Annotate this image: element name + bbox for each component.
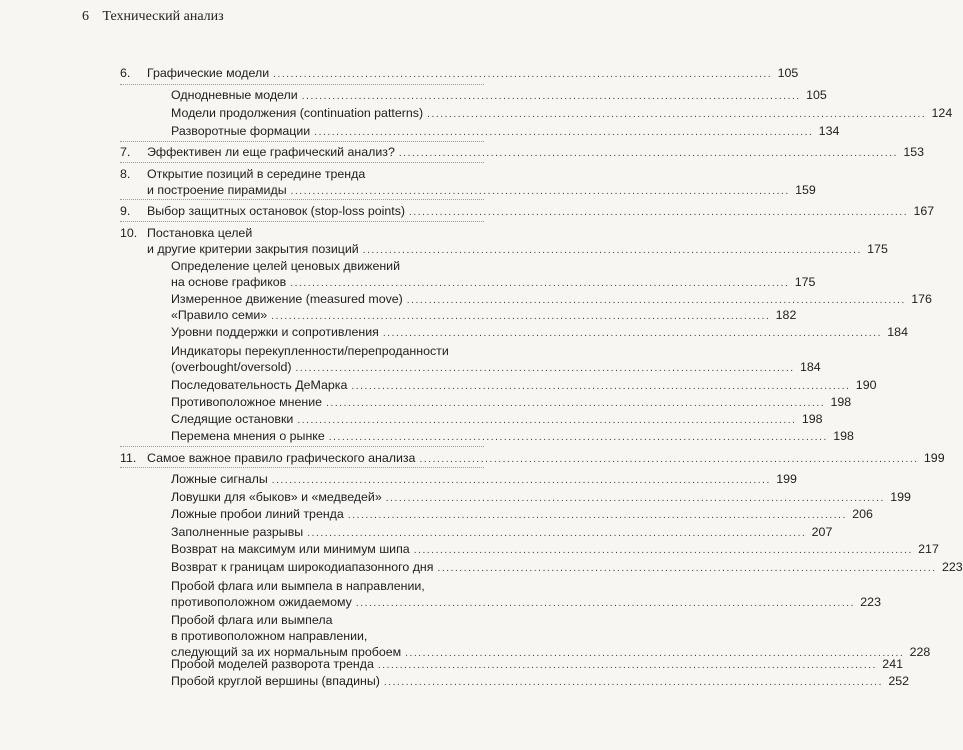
entry-body — [171, 524, 833, 540]
section-divider — [120, 221, 484, 222]
entry-body — [171, 411, 823, 427]
entry-body — [171, 559, 963, 575]
entry-line — [171, 656, 903, 672]
entry-title: Ложные сигналы — [171, 472, 268, 486]
entry-title: Разворотные формации — [171, 124, 311, 138]
entry-body — [147, 225, 888, 257]
toc-section-entry[interactable] — [120, 656, 903, 672]
dot-leader: .................................................................................................................. — [383, 677, 884, 688]
entry-title: Графические модели — [147, 66, 270, 80]
entry-body — [171, 123, 840, 139]
entry-line — [171, 307, 797, 323]
toc-chapter-entry[interactable] — [120, 166, 816, 198]
page-ref: 207 — [811, 525, 833, 539]
dot-leader: .................................................................................................................. — [326, 398, 826, 409]
entry-title: Уровни поддержки и сопротивления — [171, 325, 379, 339]
entry-body — [171, 489, 911, 505]
toc-section-entry[interactable] — [120, 123, 840, 139]
entry-line — [171, 359, 821, 375]
toc-section-entry[interactable] — [120, 673, 910, 689]
entry-line — [171, 258, 484, 274]
entry-line — [171, 506, 873, 522]
toc-section-entry[interactable] — [120, 471, 797, 487]
page-ref: 153 — [903, 145, 924, 159]
entry-title: Ловушки для «быков» и «медведей» — [171, 490, 382, 504]
dot-leader: .................................................................................................................. — [413, 545, 913, 556]
chapter-number: 10. — [120, 226, 138, 240]
entry-body — [147, 450, 945, 466]
entry-title: «Правило семи» — [171, 308, 268, 322]
page-ref: 184 — [799, 360, 821, 374]
entry-body — [171, 324, 908, 340]
entry-title: Последовательность ДеМарка — [171, 378, 348, 392]
entry-title: Ложные пробои линий тренда — [171, 507, 344, 521]
entry-title: Однодневные модели — [171, 88, 298, 102]
dot-leader: .................................................................................................................. — [355, 598, 855, 609]
entry-title: Возврат к границам широкодиапазонного дня — [171, 560, 434, 574]
dot-leader: .................................................................................................................. — [314, 127, 814, 138]
entry-line — [171, 274, 816, 290]
entry-body — [171, 87, 827, 103]
entry-title: Определение целей ценовых движений — [171, 259, 401, 273]
page-ref: 105 — [806, 88, 827, 102]
dot-leader: .................................................................................................................. — [437, 563, 937, 574]
toc-section-entry[interactable] — [120, 612, 931, 660]
entry-line — [147, 203, 935, 219]
entry-title: Пробой круглой вершины (впадины) — [171, 674, 380, 688]
page-ref: 217 — [918, 542, 939, 556]
section-divider — [120, 467, 484, 468]
dot-leader: .................................................................................................................. — [362, 245, 862, 256]
page-ref: 223 — [860, 595, 881, 609]
page-ref: 198 — [830, 395, 852, 409]
entry-line — [171, 105, 953, 121]
toc-section-entry[interactable] — [120, 578, 881, 610]
entry-line — [171, 612, 484, 628]
section-divider — [120, 141, 484, 142]
dot-leader: .................................................................................................................. — [307, 528, 807, 539]
toc-section-entry[interactable] — [120, 343, 821, 375]
entry-body — [171, 612, 931, 660]
entry-title: Противоположное мнение — [171, 395, 323, 409]
page-ref: 175 — [794, 275, 816, 289]
page-ref: 167 — [913, 204, 935, 218]
toc-section-entry[interactable] — [120, 411, 823, 427]
entry-body — [171, 541, 939, 557]
entry-title: Индикаторы перекупленности/перепроданности — [171, 344, 449, 358]
entry-line — [171, 87, 827, 103]
toc-section-entry[interactable] — [120, 541, 939, 557]
page-ref: 198 — [833, 429, 854, 443]
dot-leader: .................................................................................................................. — [347, 510, 847, 521]
entry-body — [171, 428, 854, 444]
page-ref: 199 — [890, 490, 911, 504]
entry-title: Перемена мнения о рынке — [171, 429, 325, 443]
toc-section-entry[interactable] — [120, 291, 932, 307]
entry-line — [171, 471, 797, 487]
page-ref: 134 — [818, 124, 840, 138]
section-divider — [120, 84, 484, 85]
entry-line — [171, 343, 484, 359]
dot-leader: .................................................................................................................. — [409, 207, 909, 218]
entry-title: Самое важное правило графического анализа — [147, 451, 416, 465]
toc-section-entry[interactable] — [120, 506, 873, 522]
chapter-number: 7. — [120, 145, 131, 159]
page-ref: 190 — [855, 378, 877, 392]
dot-leader: .................................................................................................................. — [405, 648, 905, 659]
entry-title: Следящие остановки — [171, 412, 294, 426]
dot-leader: .................................................................................................................. — [290, 186, 790, 197]
page-ref: 182 — [775, 308, 797, 322]
page-number: 6 — [82, 9, 89, 24]
chapter-number: 6. — [120, 66, 131, 80]
entry-line — [171, 428, 854, 444]
dot-leader: .................................................................................................................. — [351, 381, 851, 392]
entry-title: Пробой флага или вымпела — [171, 613, 333, 627]
entry-line — [171, 489, 911, 505]
dot-leader: .................................................................................................................. — [406, 295, 906, 306]
entry-line — [147, 65, 799, 81]
entry-line — [171, 123, 840, 139]
dot-leader: .................................................................................................................. — [419, 454, 919, 465]
entry-title: противоположном ожидаемому — [171, 595, 352, 609]
entry-body — [171, 656, 903, 672]
toc-section-entry[interactable] — [120, 87, 827, 103]
entry-body — [171, 506, 873, 522]
section-divider — [120, 199, 484, 200]
entry-body — [171, 578, 881, 610]
entry-title: Открытие позиций в середине тренда — [147, 167, 366, 181]
toc-section-entry[interactable] — [120, 324, 908, 340]
running-title: Технический анализ — [102, 9, 224, 24]
entry-title: и другие критерии закрытия позиций — [147, 242, 359, 256]
entry-line — [147, 182, 816, 198]
entry-title: Измеренное движение (measured move) — [171, 292, 403, 306]
toc-section-entry[interactable] — [120, 524, 833, 540]
entry-body — [147, 144, 924, 160]
toc-section-entry[interactable] — [120, 258, 816, 290]
toc-chapter-entry[interactable] — [120, 144, 924, 160]
entry-title: следующий за их нормальным пробоем — [171, 645, 402, 659]
entry-body — [147, 65, 799, 81]
entry-line — [147, 450, 945, 466]
entry-line — [171, 594, 881, 610]
toc-chapter-entry[interactable] — [120, 203, 935, 219]
entry-title: в противоположном направлении, — [171, 629, 368, 643]
dot-leader: .................................................................................................................. — [398, 148, 898, 159]
entry-line — [171, 377, 877, 393]
page-ref: 206 — [852, 507, 873, 521]
entry-body — [171, 343, 821, 375]
entry-title: Заполненные разрывы — [171, 525, 304, 539]
entry-title: Пробой моделей разворота тренда — [171, 657, 374, 671]
entry-line — [147, 144, 924, 160]
page-ref: 199 — [776, 472, 797, 486]
entry-line — [171, 628, 484, 644]
entry-line — [171, 324, 908, 340]
page-ref: 159 — [795, 183, 816, 197]
page-ref: 176 — [911, 292, 932, 306]
entry-body — [171, 105, 953, 121]
page-ref: 241 — [882, 657, 903, 671]
toc-chapter-entry[interactable] — [120, 450, 945, 466]
chapter-number: 9. — [120, 204, 131, 218]
entry-line — [147, 225, 484, 241]
entry-title: (overbought/oversold) — [171, 360, 292, 374]
dot-leader: .................................................................................................................. — [271, 311, 771, 322]
entry-line — [171, 673, 910, 689]
page-ref: 228 — [909, 645, 931, 659]
toc-chapter-entry[interactable] — [120, 65, 799, 81]
entry-body — [171, 394, 852, 410]
entry-body — [171, 291, 932, 307]
toc-section-entry[interactable] — [120, 489, 911, 505]
chapter-number: 11. — [120, 451, 137, 465]
entry-title: Пробой флага или вымпела в направлении, — [171, 579, 425, 593]
dot-leader: .................................................................................................................. — [271, 475, 771, 486]
entry-title: Постановка целей — [147, 226, 253, 240]
page-ref: 199 — [923, 451, 945, 465]
dot-leader: .................................................................................................................. — [385, 493, 885, 504]
entry-line — [171, 559, 963, 575]
entry-title: Модели продолжения (continuation patterns) — [171, 106, 424, 120]
entry-line — [171, 394, 852, 410]
page-ref: 198 — [801, 412, 823, 426]
page-ref: 184 — [887, 325, 908, 339]
entry-title: Возврат на максимум или минимум шипа — [171, 542, 410, 556]
toc-section-entry[interactable] — [120, 559, 963, 575]
dot-leader: .................................................................................................................. — [377, 660, 877, 671]
entry-title: на основе графиков — [171, 275, 287, 289]
entry-body — [171, 377, 877, 393]
page-ref: 175 — [867, 242, 888, 256]
dot-leader: .................................................................................................................. — [382, 328, 882, 339]
entry-title: Выбор защитных остановок (stop-loss points) — [147, 204, 406, 218]
section-divider — [120, 162, 484, 163]
section-divider — [120, 446, 484, 447]
dot-leader: .................................................................................................................. — [273, 69, 773, 80]
toc-section-entry[interactable] — [120, 105, 953, 121]
page-ref: 124 — [931, 106, 953, 120]
entry-body — [147, 166, 816, 198]
page-ref: 252 — [888, 674, 910, 688]
toc-chapter-entry[interactable] — [120, 225, 888, 257]
dot-leader: .................................................................................................................. — [427, 109, 927, 120]
entry-line — [171, 291, 932, 307]
chapter-number: 8. — [120, 167, 131, 181]
dot-leader: .................................................................................................................. — [290, 278, 790, 289]
dot-leader: .................................................................................................................. — [297, 415, 797, 426]
entry-title: Эффективен ли еще графический анализ? — [147, 145, 395, 159]
entry-line — [171, 578, 484, 594]
page-ref: 223 — [941, 560, 963, 574]
entry-line — [147, 166, 484, 182]
toc-section-entry[interactable] — [120, 428, 854, 444]
entry-body — [171, 471, 797, 487]
toc-section-entry[interactable] — [120, 307, 797, 323]
entry-line — [171, 411, 823, 427]
entry-body — [171, 258, 816, 290]
dot-leader: .................................................................................................................. — [301, 91, 801, 102]
entry-body — [171, 307, 797, 323]
entry-line — [171, 541, 939, 557]
entry-line — [171, 524, 833, 540]
toc-section-entry[interactable] — [120, 377, 877, 393]
entry-title: и построение пирамиды — [147, 183, 287, 197]
dot-leader: .................................................................................................................. — [328, 432, 828, 443]
entry-body — [171, 673, 910, 689]
entry-line — [147, 241, 888, 257]
page-ref: 105 — [777, 66, 799, 80]
toc-section-entry[interactable] — [120, 394, 852, 410]
page-header — [82, 9, 224, 25]
entry-body — [147, 203, 935, 219]
dot-leader: .................................................................................................................. — [295, 363, 795, 374]
